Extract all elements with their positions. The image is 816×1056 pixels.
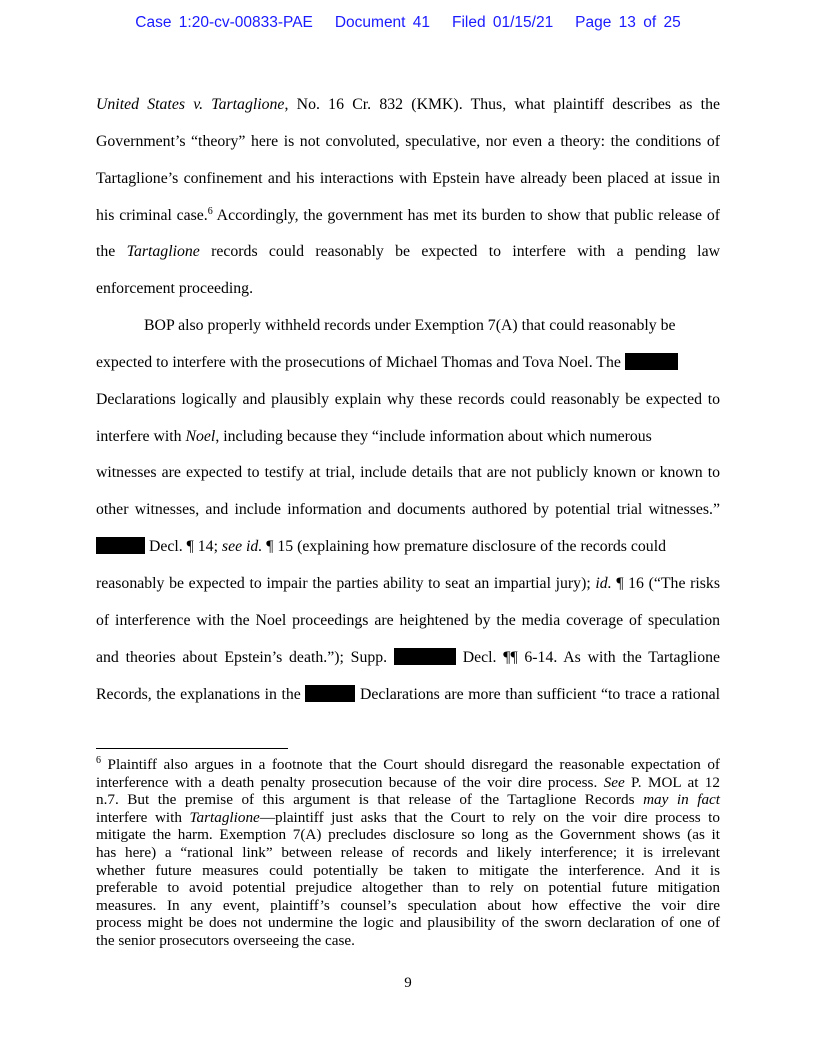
text-line: Declarations logically and plausibly explain why these records could reasonably be expected to — [96, 390, 720, 408]
text-span: interfere with — [96, 427, 186, 445]
footnote-separator — [96, 748, 288, 749]
redaction-block — [305, 685, 355, 702]
italic-text: Tartaglione — [126, 243, 200, 261]
redaction-block — [96, 537, 145, 554]
italic-text: Noel — [185, 427, 216, 445]
footnote-line: mitigate the harm. Exemption 7(A) precludes disclosure so long as the Government shows (as it — [96, 826, 720, 844]
italic-text: id. — [595, 574, 612, 592]
footnote-line: preferable to avoid potential prejudice altogether than to rely on potential future mitigation — [96, 879, 720, 897]
text-line: BOP also properly withheld records under Exemption 7(A) that could reasonably be — [144, 317, 676, 335]
document-number: Document 41 — [334, 14, 431, 31]
body-text — [96, 87, 720, 713]
text-line — [96, 640, 720, 677]
case-header — [0, 14, 816, 32]
footnote-line — [96, 809, 720, 827]
redaction-block — [625, 353, 678, 370]
paragraph-2 — [96, 308, 720, 713]
text-span: ¶ 15 (explaining how premature disclosure of the records could — [262, 538, 666, 556]
text-span: expected to interfere with the prosecutions of Michael Thomas and Tova Noel. The — [96, 353, 625, 371]
text-span: Plaintiff also argues in a footnote that the Court should disregard the reasonable expectation of — [101, 756, 720, 773]
text-span: , No. 16 Cr. 832 (KMK). Thus, what plaintiff describes as the — [284, 96, 720, 113]
footnote-line — [96, 774, 720, 792]
text-line: Tartaglione’s confinement and his interactions with Epstein have already been placed at issue in — [96, 169, 720, 187]
text-line — [96, 234, 720, 271]
text-line — [96, 198, 720, 235]
text-span: reasonably be expected to impair the parties ability to seat an impartial jury); — [96, 574, 596, 592]
text-span: interfere with — [96, 808, 190, 826]
text-line — [96, 87, 720, 124]
text-span: n.7. But the premise of this argument is that release of the Tartaglione Records — [96, 791, 644, 809]
text-line — [96, 529, 720, 566]
text-line: Government’s “theory” here is not convoluted, speculative, nor even a theory: the conditions of — [96, 132, 720, 150]
paragraph-1 — [96, 87, 720, 308]
text-span: Declarations are more than sufficient “to trace a rational — [355, 685, 721, 703]
text-span: Decl. ¶ 14; — [145, 538, 222, 556]
filed-date: Filed 01/15/21 — [451, 14, 554, 31]
italic-text: may in fact — [643, 791, 721, 809]
footnote-line: process might be does not undermine the logic and plausibility of the sworn declaration of one of — [96, 914, 720, 932]
footnote-line: whether future measures could potentially be taken to mitigate the interference. And it is — [96, 861, 720, 879]
text-line — [96, 566, 720, 603]
text-line: witnesses are expected to testify at trial, include details that are not publicly known or known to — [96, 464, 720, 482]
page-number: 9 — [404, 975, 412, 991]
page-indicator: Page 13 of 25 — [575, 14, 681, 31]
text-span: records could reasonably be expected to interfere with a pending law — [199, 243, 720, 261]
italic-text: see id. — [221, 538, 263, 556]
text-span: Accordingly, the government has met its burden to show that public release of — [212, 206, 720, 224]
italic-text: See — [603, 773, 625, 791]
text-line — [96, 345, 720, 382]
footnote-line — [96, 791, 720, 809]
case-citation: United States v. Tartaglione — [96, 96, 285, 113]
text-span: , including because they “include information about which numerous — [215, 427, 652, 445]
footnote-line: measures. In any event, plaintiff’s counsel’s speculation about how effective the voir dire — [96, 896, 720, 914]
text-line: of interference with the Noel proceedings are heightened by the media coverage of speculation — [96, 611, 720, 629]
text-span: Records, the explanations in the — [96, 685, 306, 703]
text-span: interference with a death penalty prosecution because of the voir dire process. — [96, 773, 604, 791]
footnote-line — [96, 756, 720, 774]
text-span: —plaintiff just asks that the Court to rely on the voir dire process to — [259, 808, 720, 826]
text-span: the — [96, 243, 127, 261]
text-span: ¶ 16 (“The risks — [611, 574, 720, 592]
text-line — [96, 677, 720, 714]
text-line — [96, 419, 720, 456]
text-span: Decl. ¶¶ 6-14. As with the Tartaglione — [455, 648, 720, 666]
footnote-6 — [96, 756, 720, 950]
text-span: and theories about Epstein’s death.”); Supp. — [96, 648, 394, 666]
footnote-number: 6 — [96, 755, 101, 766]
text-span: his criminal case. — [96, 206, 208, 224]
footnote-line: has here) a “rational link” between release of records and likely interference; it is irrelevant — [96, 843, 720, 861]
text-line: enforcement proceeding. — [96, 280, 254, 298]
footnote-line: the senior prosecutors overseeing the case. — [96, 931, 355, 949]
footnote-reference: 6 — [207, 205, 213, 217]
text-line: other witnesses, and include information and documents authored by potential trial witnesses.” — [96, 501, 720, 519]
text-span: P. MOL at 12 — [624, 773, 720, 791]
italic-text: Tartaglione — [189, 808, 260, 826]
case-number: Case 1:20-cv-00833-PAE — [135, 14, 313, 31]
redaction-block — [394, 648, 456, 665]
